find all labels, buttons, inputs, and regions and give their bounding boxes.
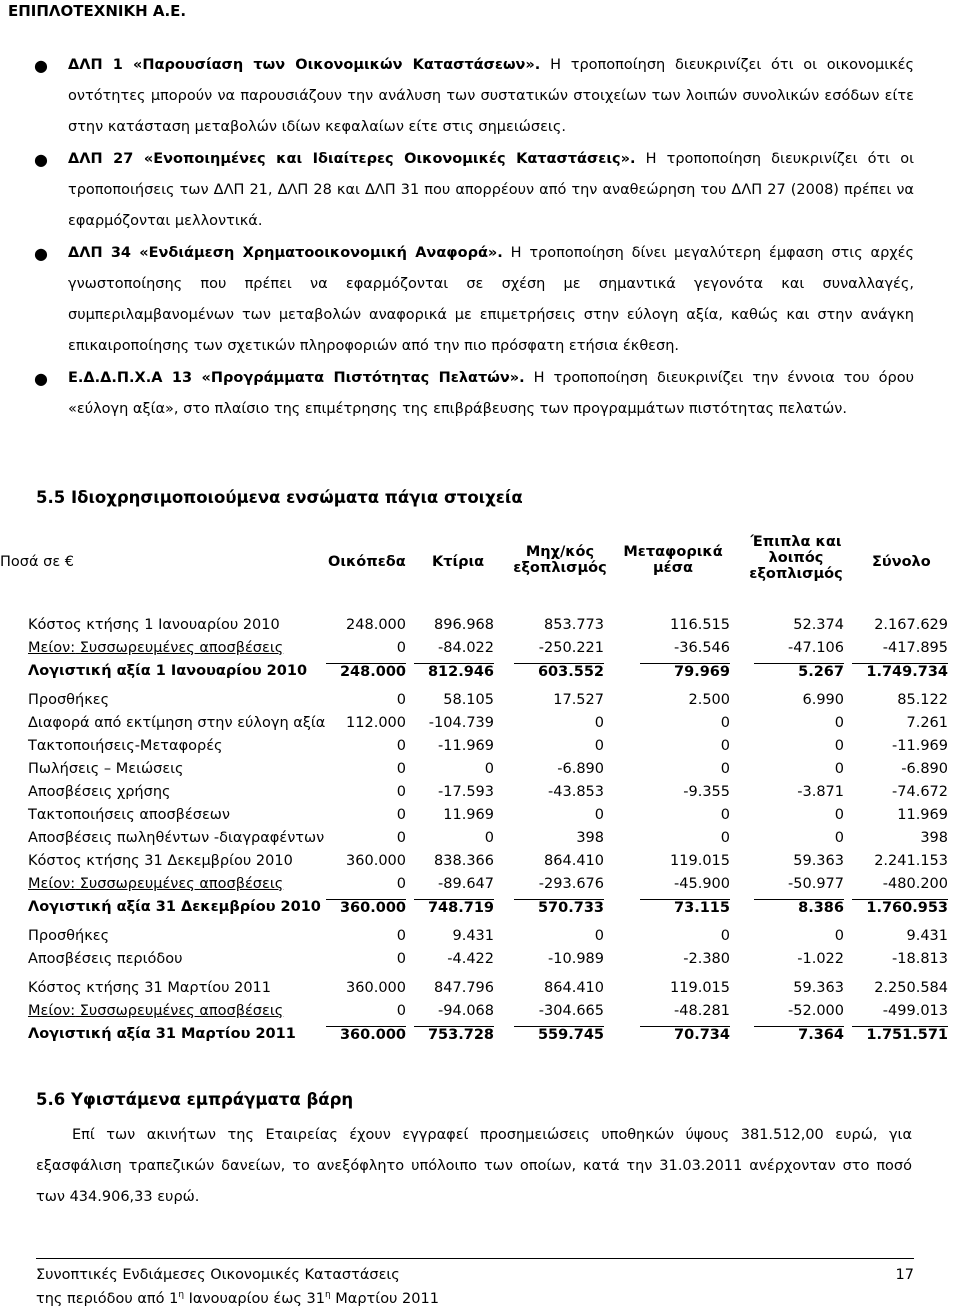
list-item-text: Η τροποποίηση διευκρινίζει την έννοια του όρου «εύλογη αξία», στο πλαίσιο της επιμέτρησης της επιβράβευσης των προγραμμάτων πιστότητας πελατών.	[68, 370, 914, 417]
table-cell: 116.515	[670, 617, 730, 633]
row-label: Διαφορά από εκτίμηση στην εύλογη αξία	[28, 715, 326, 731]
table-row	[0, 1002, 960, 1025]
table-cell: -417.895	[882, 640, 948, 656]
table-cell: -36.546	[674, 640, 730, 656]
table-cell: 398	[920, 830, 948, 846]
table-row	[0, 760, 960, 783]
list-item	[34, 238, 914, 362]
row-label: Πωλήσεις – Μειώσεις	[28, 761, 184, 777]
table-cell: 0	[834, 807, 844, 823]
table-cell: 17.527	[553, 692, 604, 708]
table-cell: 119.015	[670, 980, 730, 996]
column-header-vehicles-line2: μέσα	[653, 560, 693, 576]
table-row	[0, 852, 960, 875]
table-cell: -499.013	[882, 1003, 948, 1019]
column-header-land: Οικόπεδα	[328, 554, 406, 570]
table-cell: 0	[594, 928, 604, 944]
column-header-vehicles	[618, 544, 728, 576]
table-row	[0, 662, 960, 685]
table-cell: 0	[396, 738, 406, 754]
table-cell: 11.969	[443, 807, 494, 823]
row-label: Κόστος κτήσης 1 Ιανουαρίου 2010	[28, 617, 280, 633]
fixed-assets-table-body	[0, 616, 960, 1048]
table-cell: 79.969	[640, 663, 730, 680]
table-cell: 0	[594, 738, 604, 754]
table-cell: 2.500	[688, 692, 730, 708]
table-row	[0, 639, 960, 662]
table-cell: 9.431	[452, 928, 494, 944]
footer-period-sup: η	[324, 1290, 331, 1300]
table-cell: 360.000	[346, 980, 406, 996]
footer-period-sup: η	[178, 1290, 185, 1300]
table-cell: 0	[396, 692, 406, 708]
table-cell: 0	[396, 761, 406, 777]
table-cell: 70.734	[640, 1026, 730, 1043]
table-row	[0, 950, 960, 973]
table-cell: -52.000	[788, 1003, 844, 1019]
row-label-text: Συσσωρευμένες αποσβέσεις	[75, 640, 284, 656]
table-cell: 570.733	[514, 899, 604, 916]
table-cell: 0	[594, 715, 604, 731]
table-cell: 0	[834, 715, 844, 731]
table-cell: 59.363	[793, 980, 844, 996]
table-cell: 2.167.629	[874, 617, 948, 633]
table-cell: 847.796	[434, 980, 494, 996]
table-cell: 0	[834, 761, 844, 777]
table-row	[0, 691, 960, 714]
table-cell: 11.969	[897, 807, 948, 823]
table-cell: 6.990	[802, 692, 844, 708]
table-cell: 0	[484, 761, 494, 777]
table-cell: -74.672	[892, 784, 948, 800]
list-item-text: Η τροποποίηση διευκρινίζει ότι οι οικονομικές οντότητες μπορούν να παρουσιάζουν την ανάλυση των συστατικών στοιχείων των λοιπών συνολικών εσόδων είτε στην κατάσταση μεταβολών ιδίων κεφαλαίων είτε στις σημειώσεις.	[68, 57, 914, 135]
table-cell: 73.115	[640, 899, 730, 916]
table-cell: -2.380	[683, 951, 730, 967]
table-cell: 398	[576, 830, 604, 846]
table-cell: 5.267	[754, 663, 844, 680]
row-label: Αποσβέσεις περιόδου	[28, 951, 183, 967]
table-cell: -43.853	[548, 784, 604, 800]
table-cell: 864.410	[544, 853, 604, 869]
row-label: Κόστος κτήσης 31 Μαρτίου 2011	[28, 980, 271, 996]
table-cell: 58.105	[443, 692, 494, 708]
company-name: ΕΠΙΠΛΟΤΕΧΝΙΚΗ Α.Ε.	[8, 2, 187, 20]
table-row	[0, 616, 960, 639]
row-label: Αποσβέσεις χρήσης	[28, 784, 171, 800]
table-cell: -1.022	[797, 951, 844, 967]
table-cell: -48.281	[674, 1003, 730, 1019]
column-header-furniture-line2: λοιπός	[768, 550, 824, 566]
table-cell: -3.871	[797, 784, 844, 800]
table-cell: -10.989	[548, 951, 604, 967]
table-cell: 838.366	[434, 853, 494, 869]
table-cell: -45.900	[674, 876, 730, 892]
table-row	[0, 829, 960, 852]
page-footer	[36, 1265, 914, 1309]
bullet-icon: ●	[34, 56, 48, 75]
table-cell: -250.221	[538, 640, 604, 656]
footer-period	[36, 1285, 914, 1309]
table-cell: -89.647	[438, 876, 494, 892]
table-cell: -304.665	[538, 1003, 604, 1019]
table-cell: 0	[720, 830, 730, 846]
table-cell: -104.739	[428, 715, 494, 731]
section-5-5-heading: 5.5 Ιδιοχρησιμοποιούμενα ενσώματα πάγια στοιχεία	[36, 488, 523, 507]
table-cell: 2.241.153	[874, 853, 948, 869]
table-cell: -9.355	[683, 784, 730, 800]
row-label-text: Συσσωρευμένες αποσβέσεις	[75, 876, 284, 892]
table-cell: 7.364	[754, 1026, 844, 1043]
table-cell: -11.969	[438, 738, 494, 754]
table-cell: -94.068	[438, 1003, 494, 1019]
table-cell: 0	[396, 807, 406, 823]
table-cell: -84.022	[438, 640, 494, 656]
footer-divider	[36, 1258, 914, 1259]
table-cell: 853.773	[544, 617, 604, 633]
row-label: Λογιστική αξία 31 Μαρτίου 2011	[28, 1026, 296, 1042]
footer-period-part: Μαρτίου 2011	[330, 1290, 439, 1307]
table-cell: 864.410	[544, 980, 604, 996]
table-cell: 59.363	[793, 853, 844, 869]
row-label	[28, 876, 283, 892]
table-cell: 0	[720, 761, 730, 777]
table-row	[0, 714, 960, 737]
table-cell: 1.749.734	[852, 663, 948, 680]
table-row	[0, 927, 960, 950]
list-item-text: Η τροποποίηση διευκρινίζει ότι οι τροποποιήσεις των ΔΛΠ 21, ΔΛΠ 28 και ΔΛΠ 31 που απορρέουν από την αναθεώρηση του ΔΛΠ 27 (2008) πρέπει να εφαρμόζονται μελλοντικά.	[68, 151, 914, 229]
table-row	[0, 806, 960, 829]
list-item-text: Η τροποποίηση δίνει μεγαλύτερη έμφαση στις αρχές γνωστοποίησης που πρέπει να εφαρμόζονται σε σχέση με σημαντικά γεγονότα και συναλλαγές, συμπεριλαμβανομένων των μεταβολών αναφορικά με επιμετρήσεις στην εύλογη αξία, καθώς και στην ανάγκη επικαιροποίησης των σχετικών πληροφοριών από την πιο πρόσφατη ετήσια έκθεση.	[68, 245, 914, 354]
table-cell: 0	[834, 830, 844, 846]
table-cell: 85.122	[897, 692, 948, 708]
table-cell: -18.813	[892, 951, 948, 967]
column-header-total: Σύνολο	[872, 554, 931, 570]
table-cell: 0	[396, 784, 406, 800]
table-cell: 0	[396, 951, 406, 967]
table-cell: 360.000	[326, 899, 406, 916]
table-cell: 0	[396, 876, 406, 892]
table-cell: -11.969	[892, 738, 948, 754]
row-label-prefix: Μείον:	[28, 640, 76, 656]
table-cell: 52.374	[793, 617, 844, 633]
column-header-furniture	[740, 534, 852, 582]
table-cell: 1.751.571	[852, 1026, 948, 1043]
table-cell: 896.968	[434, 617, 494, 633]
table-cell: 0	[720, 807, 730, 823]
table-cell: 753.728	[414, 1026, 494, 1043]
table-cell: 0	[720, 738, 730, 754]
table-cell: 0	[594, 807, 604, 823]
row-label: Τακτοποιήσεις αποσβέσεων	[28, 807, 231, 823]
column-header-furniture-line1: Έπιπλα και	[750, 534, 842, 550]
table-cell: 2.250.584	[874, 980, 948, 996]
list-item-title: Ε.Δ.Δ.Π.Χ.Α 13 «Προγράμματα Πιστότητας Πελατών».	[68, 370, 525, 386]
row-label: Τακτοποιήσεις-Μεταφορές	[28, 738, 223, 754]
table-cell: 360.000	[346, 853, 406, 869]
column-header-vehicles-line1: Μεταφορικά	[623, 544, 723, 560]
footer-title: Συνοπτικές Ενδιάμεσες Οικονομικές Καταστάσεις	[36, 1267, 400, 1283]
list-item	[34, 50, 914, 143]
row-label: Λογιστική αξία 1 Ιανουαρίου 2010	[28, 663, 308, 679]
column-header-machinery	[510, 544, 610, 576]
table-cell: -6.890	[901, 761, 948, 777]
row-label: Αποσβέσεις πωληθέντων -διαγραφέντων	[28, 830, 325, 846]
footer-period-part: της περιόδου από 1	[36, 1290, 179, 1307]
list-item-title: ΔΛΠ 34 «Ενδιάμεση Χρηματοοικονομική Αναφορά».	[68, 245, 503, 261]
table-cell: 0	[720, 928, 730, 944]
list-item-title: ΔΛΠ 1 «Παρουσίαση των Οικονομικών Καταστάσεων».	[68, 57, 541, 73]
column-header-furniture-line3: εξοπλισμός	[749, 566, 843, 582]
table-row	[0, 783, 960, 806]
table-cell: 9.431	[906, 928, 948, 944]
table-cell: -47.106	[788, 640, 844, 656]
table-cell: 112.000	[346, 715, 406, 731]
footer-period-part: Ιανουαρίου έως 31	[184, 1290, 325, 1307]
table-row	[0, 737, 960, 760]
row-label-prefix: Μείον:	[28, 876, 76, 892]
table-cell: -6.890	[557, 761, 604, 777]
table-cell: 119.015	[670, 853, 730, 869]
bullet-icon: ●	[34, 150, 48, 169]
table-cell: 0	[720, 715, 730, 731]
table-cell: 360.000	[326, 1026, 406, 1043]
page-number: 17	[895, 1267, 914, 1283]
table-row	[0, 1025, 960, 1048]
table-cell: 603.552	[514, 663, 604, 680]
table-cell: 0	[396, 640, 406, 656]
row-label: Προσθήκες	[28, 928, 110, 944]
row-label: Προσθήκες	[28, 692, 110, 708]
table-cell: -293.676	[538, 876, 604, 892]
bullet-icon: ●	[34, 369, 48, 388]
table-cell: 248.000	[326, 663, 406, 680]
list-item-title: ΔΛΠ 27 «Ενοποιημένες και Ιδιαίτερες Οικονομικές Καταστάσεις».	[68, 151, 636, 167]
section-5-6-heading: 5.6 Υφιστάμενα εμπράγματα βάρη	[36, 1090, 354, 1109]
table-cell: 7.261	[906, 715, 948, 731]
row-label: Κόστος κτήσης 31 Δεκεμβρίου 2010	[28, 853, 293, 869]
column-header-buildings: Κτίρια	[432, 554, 485, 570]
table-cell: 0	[834, 738, 844, 754]
list-item	[34, 144, 914, 237]
table-cell: -480.200	[882, 876, 948, 892]
bullet-icon: ●	[34, 244, 48, 263]
fixed-assets-table-header	[0, 530, 960, 598]
column-header-machinery-line2: εξοπλισμός	[513, 560, 607, 576]
row-label-text: Συσσωρευμένες αποσβέσεις	[75, 1003, 284, 1019]
column-header-machinery-line1: Μηχ/κός	[525, 544, 595, 560]
table-row	[0, 979, 960, 1002]
row-label	[28, 640, 283, 656]
table-cell: 0	[484, 830, 494, 846]
standards-amendments-list	[34, 50, 914, 426]
table-cell: 812.946	[414, 663, 494, 680]
list-item	[34, 363, 914, 425]
table-cell: 0	[396, 928, 406, 944]
table-cell: 248.000	[346, 617, 406, 633]
table-row	[0, 898, 960, 921]
row-label	[28, 1003, 283, 1019]
table-cell: 748.719	[414, 899, 494, 916]
table-cell: 8.386	[754, 899, 844, 916]
section-5-6-paragraph: Επί των ακινήτων της Εταιρείας έχουν εγγραφεί προσημειώσεις υποθηκών ύψους 381.512,00 ευρώ, για εξασφάλιση τραπεζικών δανείων, το ανεξόφλητο υπόλοιπο των οποίων, κατά την 31.03.2011 ανέρχονταν στο ποσό των 434.906,33 ευρώ.	[36, 1127, 912, 1205]
table-cell: 0	[396, 830, 406, 846]
table-cell: -17.593	[438, 784, 494, 800]
column-header-amount: Ποσά σε €	[0, 554, 74, 570]
row-label-prefix: Μείον:	[28, 1003, 76, 1019]
table-cell: 1.760.953	[852, 899, 948, 916]
row-label: Λογιστική αξία 31 Δεκεμβρίου 2010	[28, 899, 321, 915]
table-cell: 0	[396, 1003, 406, 1019]
table-cell: -4.422	[447, 951, 494, 967]
table-cell: 559.745	[514, 1026, 604, 1043]
table-cell: 0	[834, 928, 844, 944]
table-cell: -50.977	[788, 876, 844, 892]
table-row	[0, 875, 960, 898]
